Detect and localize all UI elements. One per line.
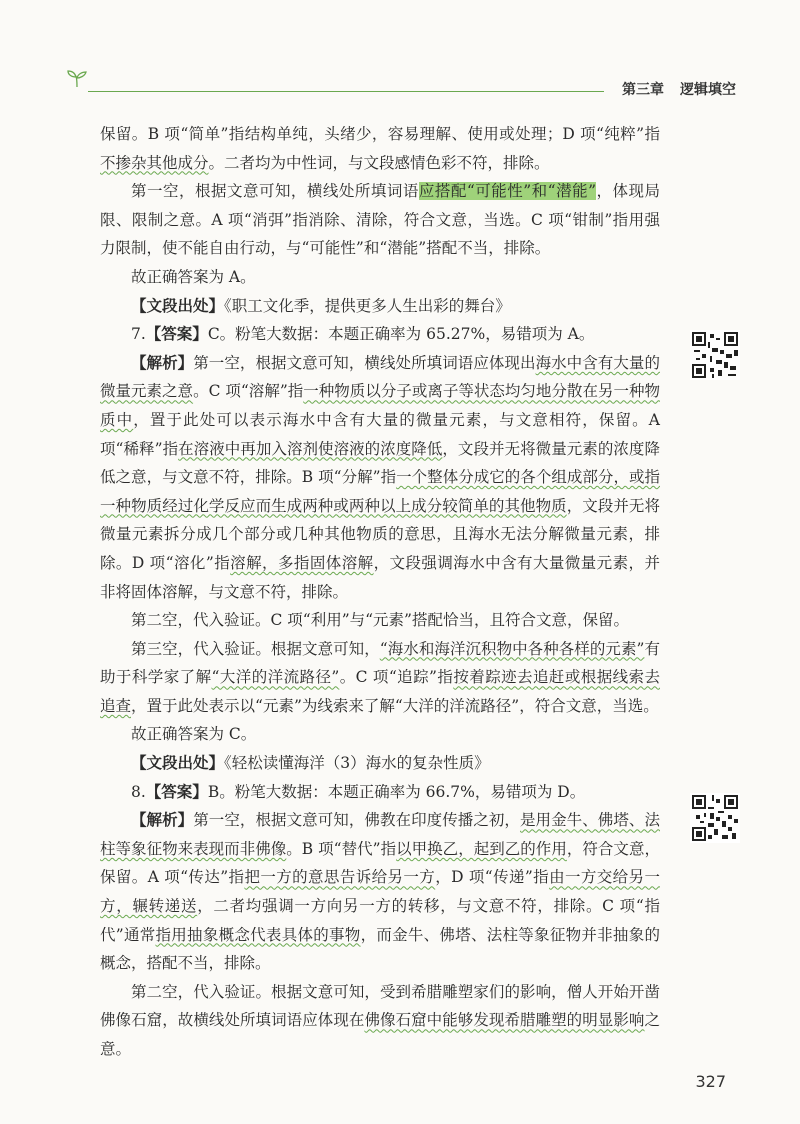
text-run: ，符合文意，保留。A 项“传达”指: [100, 839, 660, 887]
source-line: [100, 749, 660, 778]
question-8-answer: [100, 778, 660, 807]
question-8-analysis: [100, 806, 660, 978]
question-number: 8.: [131, 782, 146, 801]
source-text: 《轻松读懂海洋（3）海水的复杂性质》: [224, 754, 490, 773]
paragraph: 第二空，代入验证。C 项“利用”与“元素”搭配恰当，且符合文意，保留。: [131, 611, 629, 630]
chapter-title: [622, 79, 736, 99]
paragraph: [100, 177, 660, 263]
underlined-text: 佛像石窟中能够发现希腊雕塑的明显影响: [364, 1011, 645, 1030]
text-run: 第一空，根据文意可知，横线处所填词语: [131, 182, 419, 201]
qr-code-question-8[interactable]: [690, 793, 740, 843]
underlined-text: 一种物质以分子或离子等状态均匀地分散在另一种物质中: [100, 382, 660, 429]
text-run: ，置于此处表示以“元素”为线索来了解“大洋的洋流路径”，符合文意，当选。: [131, 696, 659, 715]
underlined-text: 在溶液中再加入溶剂使溶液的浓度降低: [178, 439, 443, 458]
qr-code-icon: [690, 793, 740, 843]
text-run: ，D 项“传递”指: [435, 868, 550, 887]
question-number: 7.: [131, 325, 146, 344]
source-line: [100, 292, 660, 321]
text-run: ，文段并无将微量元素的浓度降低之意，与文意不符，排除。B 项“分解”指: [100, 439, 660, 487]
text-run: 第三空，代入验证。根据文意可知，: [131, 639, 380, 658]
underlined-text: “海水和海洋沉积物中各种各样的元素”: [379, 639, 645, 658]
text-run: 之意。: [100, 1011, 660, 1058]
chapter-number: 第三章: [622, 82, 664, 98]
underlined-text: 溶解，多指固体溶解: [230, 553, 374, 572]
answer-text: C。粉笔大数据：本题正确率为 65.27%，易错项为 A。: [207, 325, 595, 344]
paragraph: [100, 635, 660, 721]
analysis-label: 【解析】: [131, 352, 194, 372]
underlined-text: 海水中含有大量的微量元素之意: [100, 353, 660, 401]
analysis-label: 【解析】: [131, 810, 194, 830]
paragraph: [100, 978, 660, 1064]
answer-label: 【答案】: [145, 781, 208, 801]
page-number: 327: [695, 1072, 726, 1091]
answer-line: 故正确答案为 C。: [131, 725, 257, 744]
source-text: 《职工文化季，提供更多人生出彩的舞台》: [224, 296, 511, 315]
qr-code-icon: [690, 330, 740, 380]
paragraph: [100, 120, 660, 177]
text-run: 。B 项“替代”指: [286, 839, 397, 858]
text-run: ，体现局限、限制之意。A 项“消弭”指消除、清除，符合文意，当选。C 项“钳制”指用强力限制，使不能自由行动，与“可能性”和“潜能”搭配不当，排除。: [100, 182, 660, 258]
text-run: ，文段强调海水中含有大量微量元素，并非将固体溶解，与文意不符，排除。: [100, 553, 660, 601]
underlined-text: 按着踪迹去追赶或根据线索去追查: [100, 668, 660, 715]
text-run: 有助于科学家了解: [100, 639, 660, 687]
underlined-text: 一个整体分成它的各个组成部分，或指一种物质经过化学反应而生成两种或两种以上成分较简单的其他物质: [100, 468, 660, 515]
sprout-icon: [66, 68, 88, 88]
underlined-text: “大洋的洋流路径”: [211, 668, 340, 687]
text-run: 第一空，根据文意可知，佛教在印度传播之初，: [193, 811, 520, 830]
page-body: [100, 120, 660, 1064]
text-run: 第一空，根据文意可知，横线处所填词语应体现出: [193, 353, 536, 372]
underlined-text: 以甲换乙，起到乙的作用: [396, 839, 567, 858]
answer-text: B。粉笔大数据：本题正确率为 66.7%，易错项为 D。: [207, 782, 586, 801]
header-rule: [88, 91, 604, 92]
underlined-text: 把一方的意思告诉给另一方: [244, 868, 436, 887]
text-run: ，二者均强调一方向另一方的转移，与文意不符，排除。C 项“指代”通常: [100, 897, 660, 944]
text-run: ，置于此处可以表示海水中含有大量的微量元素，与文意相符，保留。A 项“稀释”指: [100, 410, 660, 458]
text-run: ，而金牛、佛塔、法柱等象征物并非抽象的概念，搭配不当，排除。: [100, 925, 660, 973]
running-header: [66, 68, 736, 98]
text-run: ，文段并无将微量元素拆分成几个部分或几种其他物质的意思，且海水无法分解微量元素，排除。D 项“溶化”指: [100, 496, 660, 572]
chapter-name: 逻辑填空: [680, 82, 736, 98]
highlighted-text: 应搭配“可能性”和“潜能”: [418, 182, 597, 201]
source-label: 【文段出处】: [131, 753, 225, 773]
text-run: 。二者均为中性词，与文段感情色彩不符，排除。: [208, 153, 550, 172]
text-run: 。C 项“追踪”指: [339, 668, 454, 687]
text-run: 保留。B 项“简单”指结构单纯，头绪少，容易理解、使用或处理；D 项“纯粹”指: [100, 125, 660, 143]
underlined-text: 不掺杂其他成分: [100, 153, 209, 172]
qr-code-question-7[interactable]: [690, 330, 740, 380]
text-run: 第二空，代入验证。根据文意可知，受到希腊雕塑家们的影响，僧人开始开凿佛像石窟，故横线处所填词语应体现在: [100, 982, 660, 1030]
answer-line: 故正确答案为 A。: [131, 267, 256, 286]
question-7-answer: [100, 320, 660, 349]
answer-label: 【答案】: [145, 324, 208, 344]
text-run: 。C 项“溶解”指: [193, 382, 304, 401]
underlined-text: 由一方交给另一方，辗转递送: [100, 868, 660, 916]
underlined-text: 是用金牛、佛塔、法柱等象征物来表现而非佛像: [100, 811, 660, 858]
underlined-text: 指用抽象概念代表具体的事物: [155, 925, 361, 944]
question-7-analysis: [100, 349, 660, 606]
source-label: 【文段出处】: [131, 295, 225, 315]
